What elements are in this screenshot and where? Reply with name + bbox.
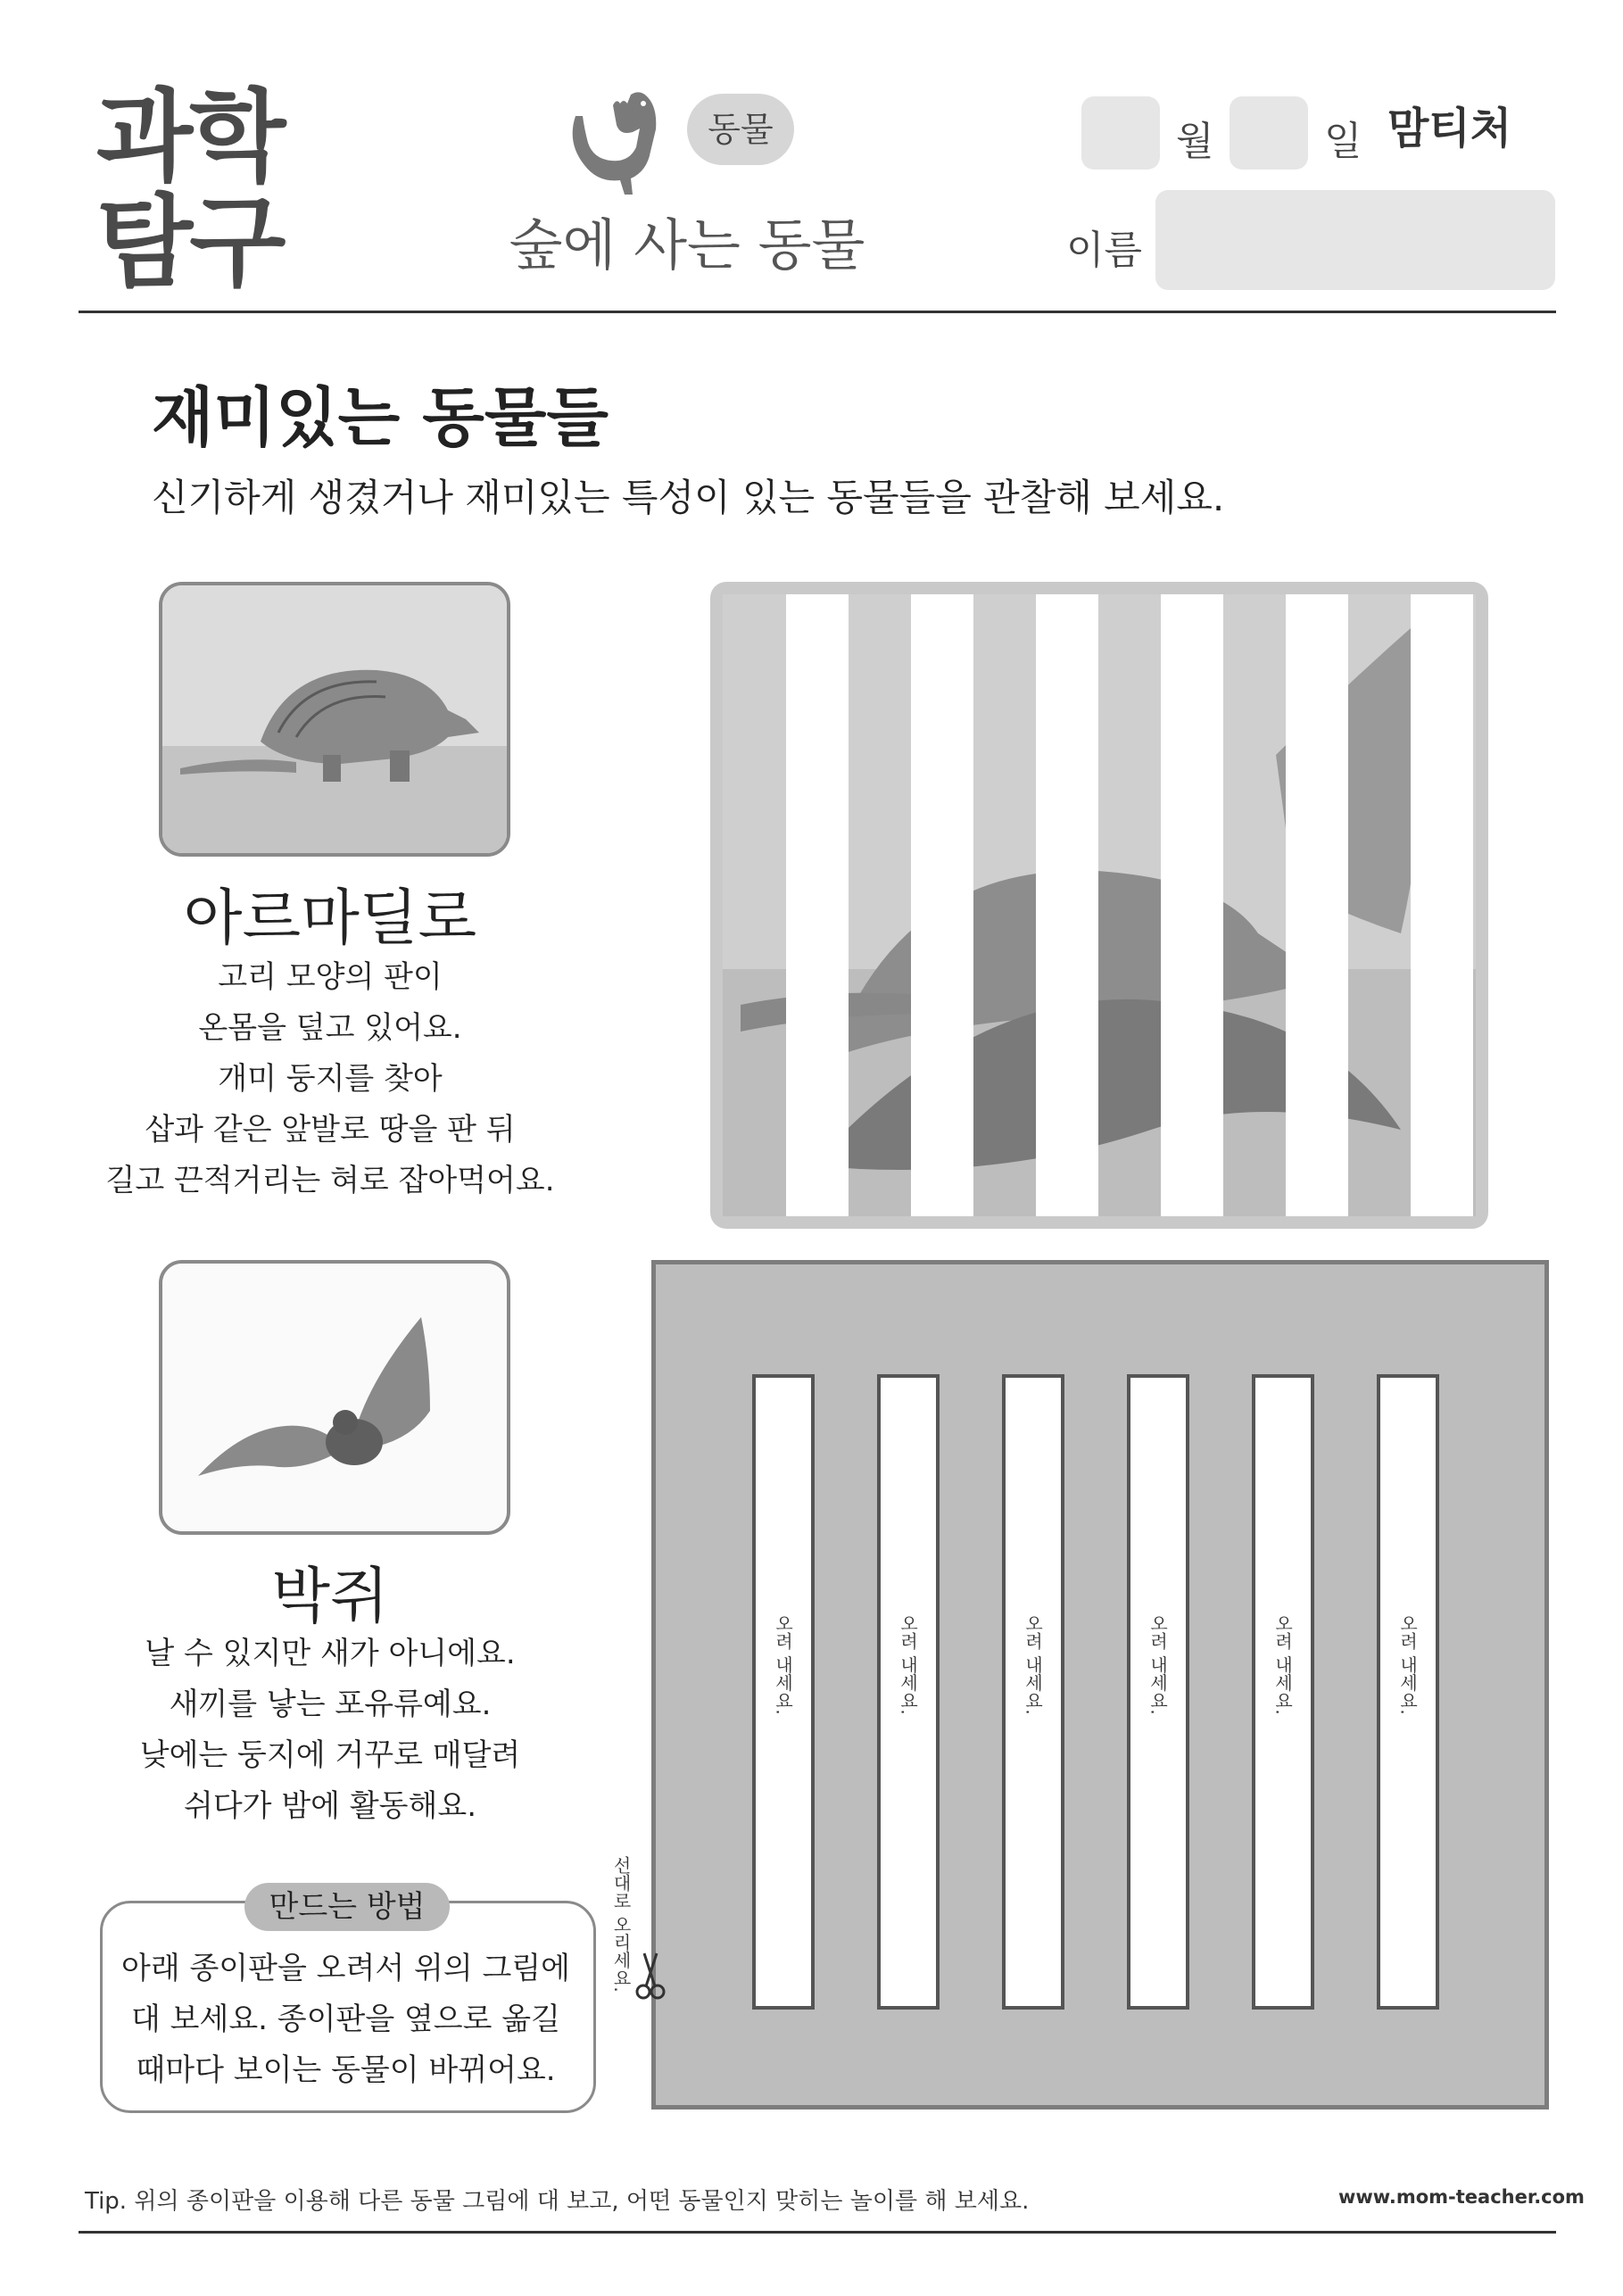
description-line: 길고 끈적거리는 혀로 잡아먹어요. <box>105 1163 555 1198</box>
name-input[interactable] <box>1155 190 1555 290</box>
page-subtitle: 신기하게 생겼거나 재미있는 특성이 있는 동물들을 관찰해 보세요. <box>152 476 1225 519</box>
armadillo-illustration <box>162 585 507 853</box>
brand-logo: 맘티처 <box>1387 104 1512 153</box>
cutout-slot[interactable] <box>877 1374 940 2010</box>
howto-line: 아래 종이판을 오려서 위의 그림에 <box>120 1951 571 1986</box>
bat-photo <box>159 1260 510 1535</box>
description-line: 온몸을 덮고 있어요. <box>198 1010 462 1046</box>
header-divider <box>79 311 1556 313</box>
description-line: 새끼를 낳는 포유류예요. <box>169 1687 492 1722</box>
cutout-slot[interactable] <box>1377 1374 1439 2010</box>
howto-text <box>112 1944 580 2096</box>
description-line: 날 수 있지만 새가 아니에요. <box>145 1636 516 1671</box>
cut-instruction: 선대로 오리세요. <box>610 1856 632 1993</box>
month-label: 월 <box>1176 119 1214 164</box>
dinosaur-icon <box>558 80 683 196</box>
bat-illustration <box>162 1264 507 1531</box>
footer-url[interactable]: www.mom-teacher.com <box>1338 2186 1585 2208</box>
footer-divider <box>79 2231 1556 2234</box>
howto-line: 때마다 보이는 동물이 바뀌어요. <box>136 2052 556 2088</box>
cutout-slot[interactable] <box>752 1374 815 2010</box>
slot-label: 오려 내세요. <box>897 1614 919 1715</box>
description-line: 낮에는 둥지에 거꾸로 매달려 <box>139 1737 521 1773</box>
animal-name: 아르마딜로 <box>183 883 477 954</box>
slot-label: 오려 내세요. <box>1147 1614 1169 1715</box>
description-line: 고리 모양의 판이 <box>218 959 443 995</box>
description-line: 쉬다가 밤에 활동해요. <box>183 1788 477 1824</box>
worksheet-logo: 과학탐구 <box>96 79 283 301</box>
day-label: 일 <box>1324 119 1362 164</box>
sheet-title: 숲에 사는 동물 <box>509 212 865 278</box>
cutout-slot[interactable] <box>1252 1374 1314 2010</box>
page-title: 재미있는 동물들 <box>152 380 609 455</box>
combined-illustration <box>723 594 1476 1216</box>
cutout-slot[interactable] <box>1002 1374 1064 2010</box>
animal-name: 박쥐 <box>271 1562 389 1632</box>
howto-line: 대 보세요. 종이판을 옆으로 옮길 <box>130 2002 560 2037</box>
name-label: 이름 <box>1066 228 1143 273</box>
howto-title: 만드는 방법 <box>244 1883 450 1931</box>
cutout-slot[interactable] <box>1127 1374 1189 2010</box>
slot-label: 오려 내세요. <box>1022 1614 1044 1715</box>
picture-area <box>723 594 1476 1216</box>
animal-description <box>80 1629 580 1832</box>
slot-label: 오려 내세요. <box>772 1614 794 1715</box>
footer-tip: Tip. 위의 종이판을 이용해 다른 동물 그림에 대 보고, 어떤 동물인지 맞히는 놀이를 해 보세요. <box>85 2188 1030 2215</box>
day-input[interactable] <box>1230 96 1308 170</box>
description-line: 개미 둥지를 찾아 <box>218 1061 443 1097</box>
slot-label: 오려 내세요. <box>1396 1614 1419 1715</box>
cutout-board[interactable] <box>651 1260 1549 2110</box>
scissors-icon <box>635 1950 666 2000</box>
mixed-animal-picture <box>710 582 1488 1229</box>
month-input[interactable] <box>1081 96 1160 170</box>
animal-description <box>80 952 580 1206</box>
armadillo-photo <box>159 582 510 857</box>
topic-badge: 동물 <box>687 94 794 165</box>
description-line: 삽과 같은 앞발로 땅을 판 뒤 <box>145 1112 516 1148</box>
slot-label: 오려 내세요. <box>1271 1614 1294 1715</box>
